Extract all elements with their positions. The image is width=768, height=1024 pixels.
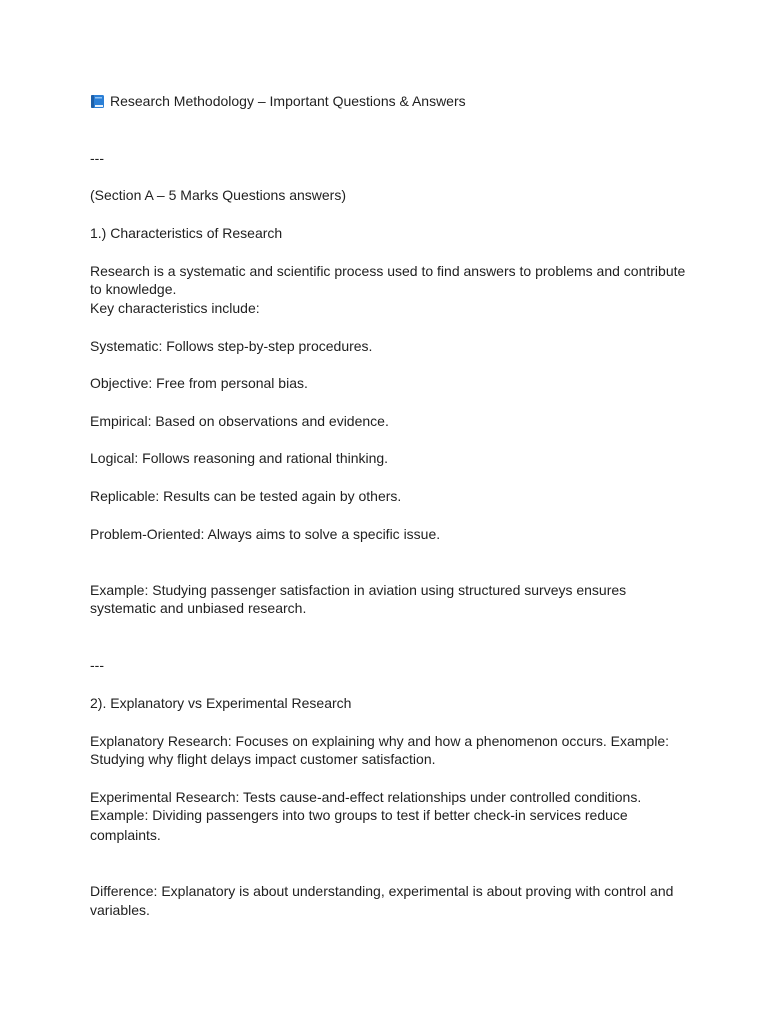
characteristic-item: Replicable: Results can be tested again by others.: [90, 488, 402, 504]
section-heading: (Section A – 5 Marks Questions answers): [90, 187, 346, 203]
paragraph-line: Explanatory Research: Focuses on explaining why and how a phenomenon occurs. Example:: [90, 733, 669, 749]
characteristic-item: Objective: Free from personal bias.: [90, 375, 308, 391]
paragraph-line: Example: Studying passenger satisfaction in aviation using structured surveys ensures: [90, 582, 627, 598]
paragraph-line: Research is a systematic and scientific process used to find answers to problems and contribute: [90, 263, 686, 279]
characteristic-item: Empirical: Based on observations and evidence.: [90, 413, 389, 429]
paragraph-line: to knowledge.: [90, 281, 177, 297]
characteristic-item: Systematic: Follows step-by-step procedures.: [90, 338, 373, 354]
blue-book-icon: [90, 94, 105, 109]
characteristic-item: Logical: Follows reasoning and rational thinking.: [90, 450, 389, 466]
paragraph-line: systematic and unbiased research.: [90, 600, 307, 616]
paragraph-line: Example: Dividing passengers into two groups to test if better check-in services reduce: [90, 807, 628, 823]
paragraph-line: Studying why flight delays impact customer satisfaction.: [90, 751, 436, 767]
paragraph-line: Experimental Research: Tests cause-and-effect relationships under controlled conditions.: [90, 789, 642, 805]
document-title-text: Research Methodology – Important Questions & Answers: [110, 93, 466, 109]
characteristic-item: Problem-Oriented: Always aims to solve a specific issue.: [90, 526, 441, 542]
paragraph-line: Difference: Explanatory is about understanding, experimental is about proving with control and: [90, 883, 674, 899]
question-2-heading: 2). Explanatory vs Experimental Research: [90, 695, 352, 711]
question-1-heading: 1.) Characteristics of Research: [90, 225, 283, 241]
paragraph-line: Key characteristics include:: [90, 300, 260, 316]
paragraph-line: variables.: [90, 902, 150, 918]
separator: ---: [90, 150, 104, 166]
separator: ---: [90, 657, 104, 673]
document-title: [90, 92, 690, 111]
paragraph-line: complaints.: [90, 827, 161, 843]
